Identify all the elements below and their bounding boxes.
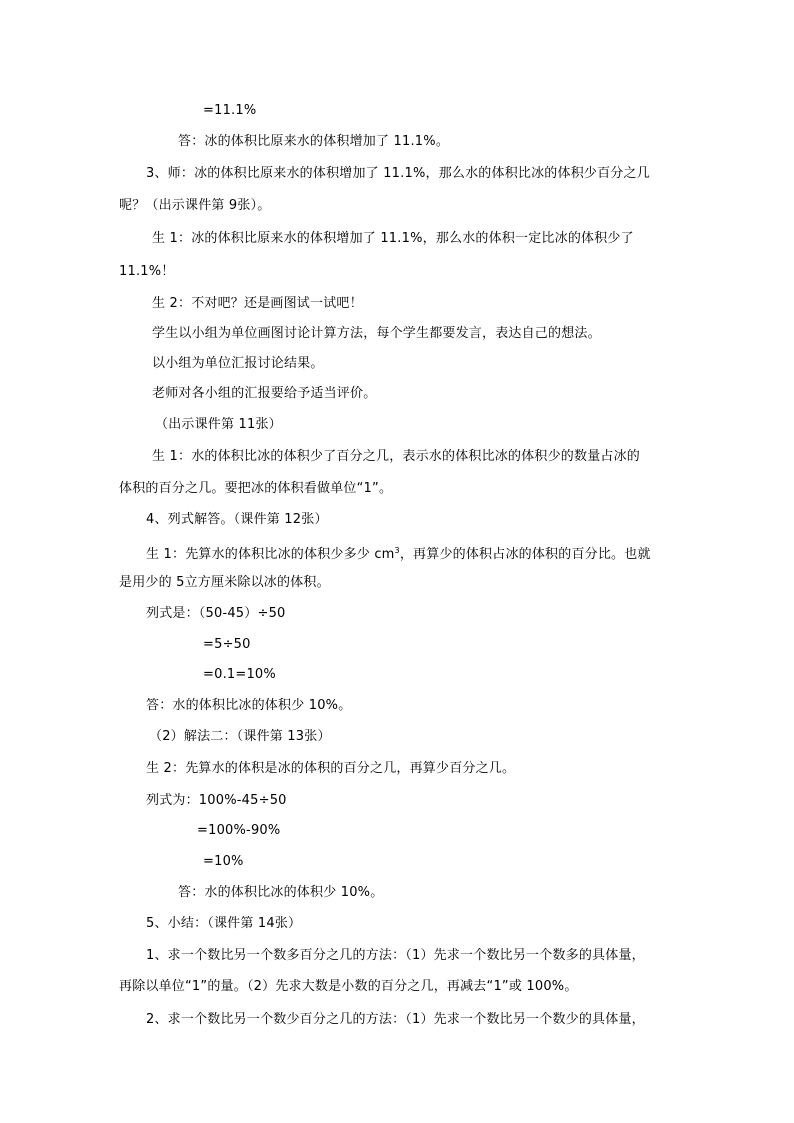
paragraph-line: 老师对各小组的汇报要给予适当评价。 — [152, 386, 377, 401]
paragraph-line: 再除以单位“1”的量。（2）先求大数是小数的百分之几，再减去“1”或 100%。 — [119, 979, 578, 994]
answer-line: 答：水的体积比冰的体积少 10%。 — [178, 885, 384, 900]
paragraph-line: 呢？（出示课件第 9张）。 — [119, 198, 271, 213]
paragraph-line: 生 2：先算水的体积是冰的体积的百分之几，再算少百分之几。 — [146, 761, 516, 776]
calc-line: =11.1% — [203, 103, 257, 118]
formula-line: =10% — [203, 854, 244, 869]
paragraph-line: 3、师：冰的体积比原来水的体积增加了 11.1%，那么水的体积比冰的体积少百分之几 — [146, 166, 650, 181]
paragraph-line: 生 1：水的体积比冰的体积少了百分之几，表示水的体积比冰的体积少的数量占冰的 — [152, 449, 641, 464]
paragraph-line: 以小组为单位汇报讨论结果。 — [152, 356, 324, 371]
paragraph-line: 体积的百分之几。要把冰的体积看做单位“1”。 — [119, 481, 393, 496]
paragraph-line: 2、求一个数比另一个数少百分之几的方法：（1）先求一个数比另一个数少的具体量， — [146, 1012, 645, 1027]
superscript: 3 — [394, 546, 400, 555]
paragraph-line: 生 1：冰的体积比原来水的体积增加了 11.1%，那么水的体积一定比冰的体积少了 — [152, 231, 634, 246]
paragraph-line: 1、求一个数比另一个数多百分之几的方法：（1）先求一个数比另一个数多的具体量， — [146, 948, 645, 963]
paragraph-line: 生 2：不对吧？还是画图试一试吧！ — [152, 296, 363, 311]
paragraph-text: ，再算少的体积占冰的体积的百分比。也就 — [399, 547, 651, 562]
formula-line: =5÷50 — [203, 637, 251, 652]
paragraph-text: 生 1：先算水的体积比冰的体积少多少 cm — [146, 547, 395, 562]
section-heading: 4、列式解答。（课件第 12张） — [146, 512, 328, 527]
paragraph-line: 是用少的 5立方厘米除以冰的体积。 — [119, 575, 330, 590]
formula-line: 列式是：（50-45）÷50 — [146, 606, 286, 621]
section-heading: （2）解法二：（课件第 13张） — [149, 729, 331, 744]
paragraph-line — [146, 541, 651, 565]
answer-line: 答：冰的体积比原来水的体积增加了 11.1%。 — [178, 134, 450, 149]
section-heading: 5、小结：（课件第 14张） — [146, 916, 302, 931]
answer-line: 答：水的体积比冰的体积少 10%。 — [146, 698, 352, 713]
paragraph-line: （出示课件第 11张） — [155, 417, 282, 432]
formula-line: =100%-90% — [197, 823, 281, 838]
formula-line: =0.1=10% — [203, 667, 276, 682]
paragraph-line: 学生以小组为单位画图讨论计算方法，每个学生都要发言，表达自己的想法。 — [152, 326, 601, 341]
paragraph-line: 11.1%！ — [119, 264, 175, 279]
formula-line: 列式为：100%-45÷50 — [146, 793, 287, 808]
